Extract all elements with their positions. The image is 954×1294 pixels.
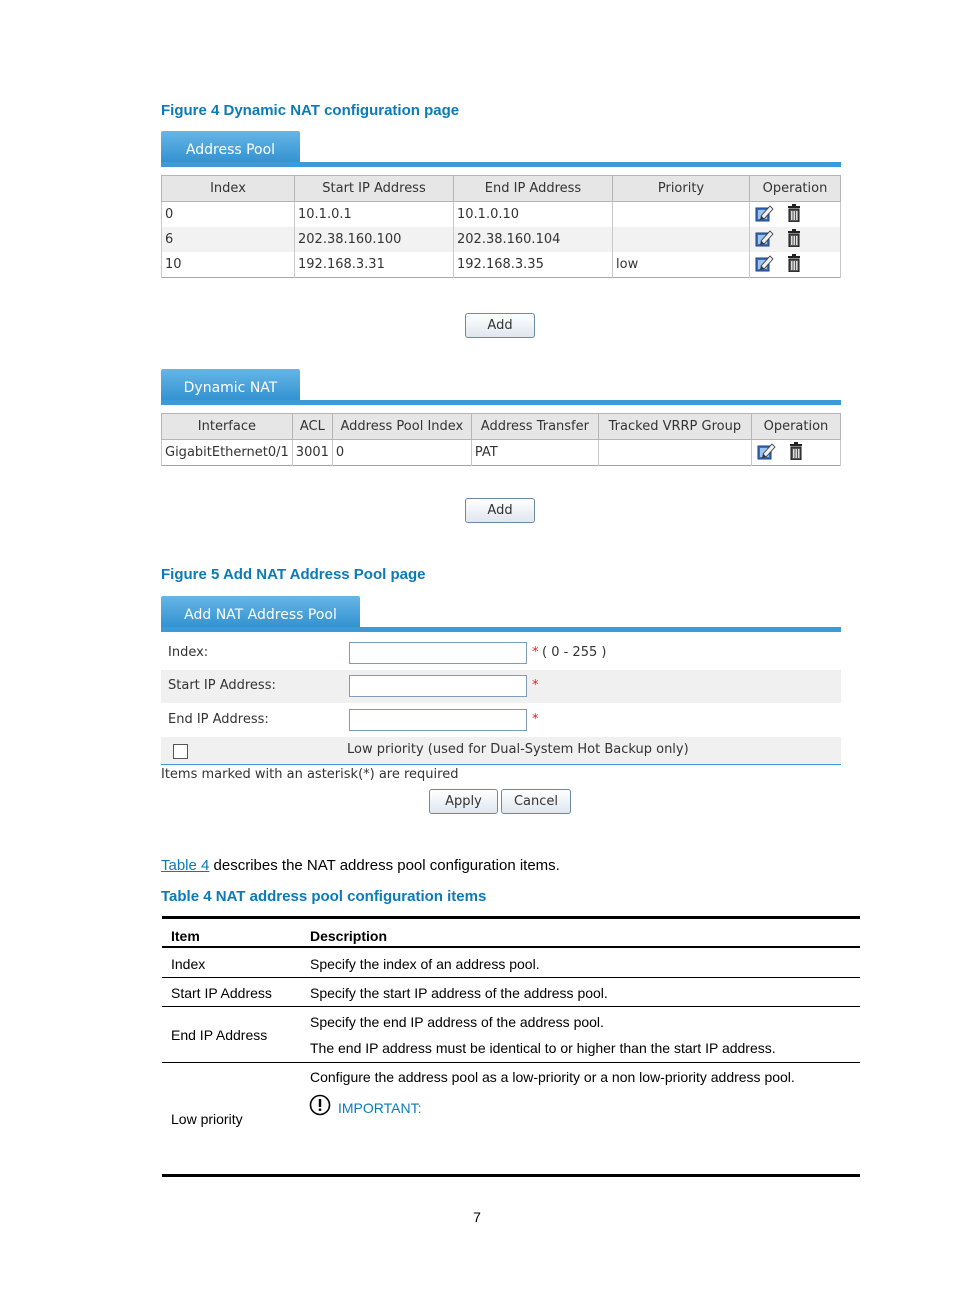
table-row bbox=[162, 252, 841, 278]
cell-start-ip: 202.38.160.100 bbox=[295, 227, 454, 252]
important-icon bbox=[309, 1094, 331, 1120]
apply-button[interactable]: Apply bbox=[429, 789, 498, 814]
cell-operation bbox=[750, 227, 841, 252]
tab-underline bbox=[161, 162, 841, 167]
cell-vrrp-group bbox=[598, 440, 751, 466]
required-asterisk: * bbox=[532, 712, 539, 727]
cell-index: 10 bbox=[162, 252, 295, 278]
edit-icon[interactable] bbox=[757, 442, 776, 460]
row-desc-start-ip: Specify the start IP address of the address pool. bbox=[310, 985, 608, 1001]
tab-underline bbox=[161, 400, 841, 405]
cell-start-ip: 192.168.3.31 bbox=[295, 252, 454, 278]
col-operation: Operation bbox=[751, 414, 840, 440]
required-asterisk: * bbox=[532, 645, 539, 660]
add-dynamic-nat-button[interactable]: Add bbox=[465, 498, 535, 523]
low-priority-checkbox[interactable] bbox=[173, 744, 188, 759]
cell-pool-index: 0 bbox=[332, 440, 471, 466]
end-ip-input[interactable] bbox=[349, 709, 527, 731]
trash-icon[interactable] bbox=[790, 442, 802, 460]
row-divider bbox=[162, 977, 860, 978]
dynamic-nat-tabbar bbox=[161, 369, 841, 405]
index-input[interactable] bbox=[349, 642, 527, 664]
col-index: Index bbox=[162, 176, 295, 202]
row-desc-end-ip-note: The end IP address must be identical to or higher than the start IP address. bbox=[310, 1040, 776, 1056]
row-desc-index: Specify the index of an address pool. bbox=[310, 956, 540, 972]
page-number: 7 bbox=[473, 1209, 481, 1225]
start-ip-input[interactable] bbox=[349, 675, 527, 697]
col-operation: Operation bbox=[750, 176, 841, 202]
add-pool-button[interactable]: Add bbox=[465, 313, 535, 338]
index-range-hint: ( 0 - 255 ) bbox=[542, 645, 607, 660]
add-pool-tabbar bbox=[161, 596, 841, 632]
cell-operation bbox=[750, 202, 841, 228]
tab-underline bbox=[161, 627, 841, 632]
edit-icon[interactable] bbox=[755, 204, 774, 222]
body-paragraph bbox=[161, 857, 560, 874]
table-top-rule bbox=[162, 916, 860, 919]
form-row-index bbox=[161, 637, 841, 670]
header-item: Item bbox=[171, 928, 200, 944]
tab-address-pool[interactable]: Address Pool bbox=[161, 131, 300, 165]
form-row-end-ip bbox=[161, 704, 841, 737]
cell-index: 0 bbox=[162, 202, 295, 228]
row-item-start-ip: Start IP Address bbox=[171, 985, 272, 1001]
row-divider bbox=[162, 1062, 860, 1063]
trash-icon[interactable] bbox=[788, 204, 800, 222]
table-row bbox=[162, 202, 841, 228]
table-row bbox=[162, 440, 841, 466]
table-row bbox=[162, 227, 841, 252]
cell-priority bbox=[613, 202, 750, 228]
table-bottom-rule bbox=[162, 1174, 860, 1177]
row-desc-end-ip: Specify the end IP address of the address pool. bbox=[310, 1014, 604, 1030]
cell-interface: GigabitEthernet0/1 bbox=[162, 440, 293, 466]
cell-priority: low bbox=[613, 252, 750, 278]
row-item-end-ip: End IP Address bbox=[171, 1027, 268, 1043]
table-4-caption: Table 4 NAT address pool configuration items bbox=[161, 888, 487, 905]
col-pool-index: Address Pool Index bbox=[332, 414, 471, 440]
start-ip-label: Start IP Address: bbox=[168, 678, 276, 693]
tab-add-nat-address-pool[interactable]: Add NAT Address Pool bbox=[161, 596, 360, 630]
cell-acl: 3001 bbox=[292, 440, 332, 466]
cell-operation bbox=[750, 252, 841, 278]
figure-5-caption: Figure 5 Add NAT Address Pool page bbox=[161, 566, 426, 583]
cell-end-ip: 192.168.3.35 bbox=[454, 252, 613, 278]
row-item-index: Index bbox=[171, 956, 206, 972]
trash-icon[interactable] bbox=[788, 254, 800, 272]
form-row-start-ip bbox=[161, 670, 841, 703]
col-vrrp-group: Tracked VRRP Group bbox=[598, 414, 751, 440]
index-label: Index: bbox=[168, 645, 209, 660]
body-sentence: describes the NAT address pool configuration items. bbox=[209, 857, 560, 874]
col-end-ip: End IP Address bbox=[454, 176, 613, 202]
edit-icon[interactable] bbox=[755, 229, 774, 247]
cell-end-ip: 10.1.0.10 bbox=[454, 202, 613, 228]
required-asterisk: * bbox=[532, 678, 539, 693]
required-note: Items marked with an asterisk(*) are required bbox=[161, 767, 459, 782]
tab-dynamic-nat[interactable]: Dynamic NAT bbox=[161, 369, 300, 403]
address-pool-tabbar bbox=[161, 131, 841, 167]
col-address-transfer: Address Transfer bbox=[471, 414, 598, 440]
trash-icon[interactable] bbox=[788, 229, 800, 247]
cell-operation bbox=[751, 440, 840, 466]
col-start-ip: Start IP Address bbox=[295, 176, 454, 202]
end-ip-label: End IP Address: bbox=[168, 712, 269, 727]
col-priority: Priority bbox=[613, 176, 750, 202]
figure-4-caption: Figure 4 Dynamic NAT configuration page bbox=[161, 102, 460, 119]
form-row-low-priority bbox=[161, 737, 841, 765]
row-divider bbox=[162, 1006, 860, 1007]
cell-address-transfer: PAT bbox=[471, 440, 598, 466]
cell-end-ip: 202.38.160.104 bbox=[454, 227, 613, 252]
edit-icon[interactable] bbox=[755, 254, 774, 272]
cell-priority bbox=[613, 227, 750, 252]
cancel-button[interactable]: Cancel bbox=[501, 789, 571, 814]
col-acl: ACL bbox=[292, 414, 332, 440]
dynamic-nat-table bbox=[161, 413, 841, 466]
table-4-link[interactable]: Table 4 bbox=[161, 857, 210, 874]
row-item-low-priority: Low priority bbox=[171, 1111, 243, 1127]
header-description: Description bbox=[310, 928, 388, 944]
cell-start-ip: 10.1.0.1 bbox=[295, 202, 454, 228]
row-desc-low-priority: Configure the address pool as a low-priority or a non low-priority address pool. bbox=[310, 1069, 795, 1085]
low-priority-label: Low priority (used for Dual-System Hot Backup only) bbox=[347, 742, 689, 757]
header-rule bbox=[162, 946, 860, 948]
cell-index: 6 bbox=[162, 227, 295, 252]
important-label: IMPORTANT: bbox=[338, 1100, 422, 1116]
col-interface: Interface bbox=[162, 414, 293, 440]
address-pool-table bbox=[161, 175, 841, 278]
